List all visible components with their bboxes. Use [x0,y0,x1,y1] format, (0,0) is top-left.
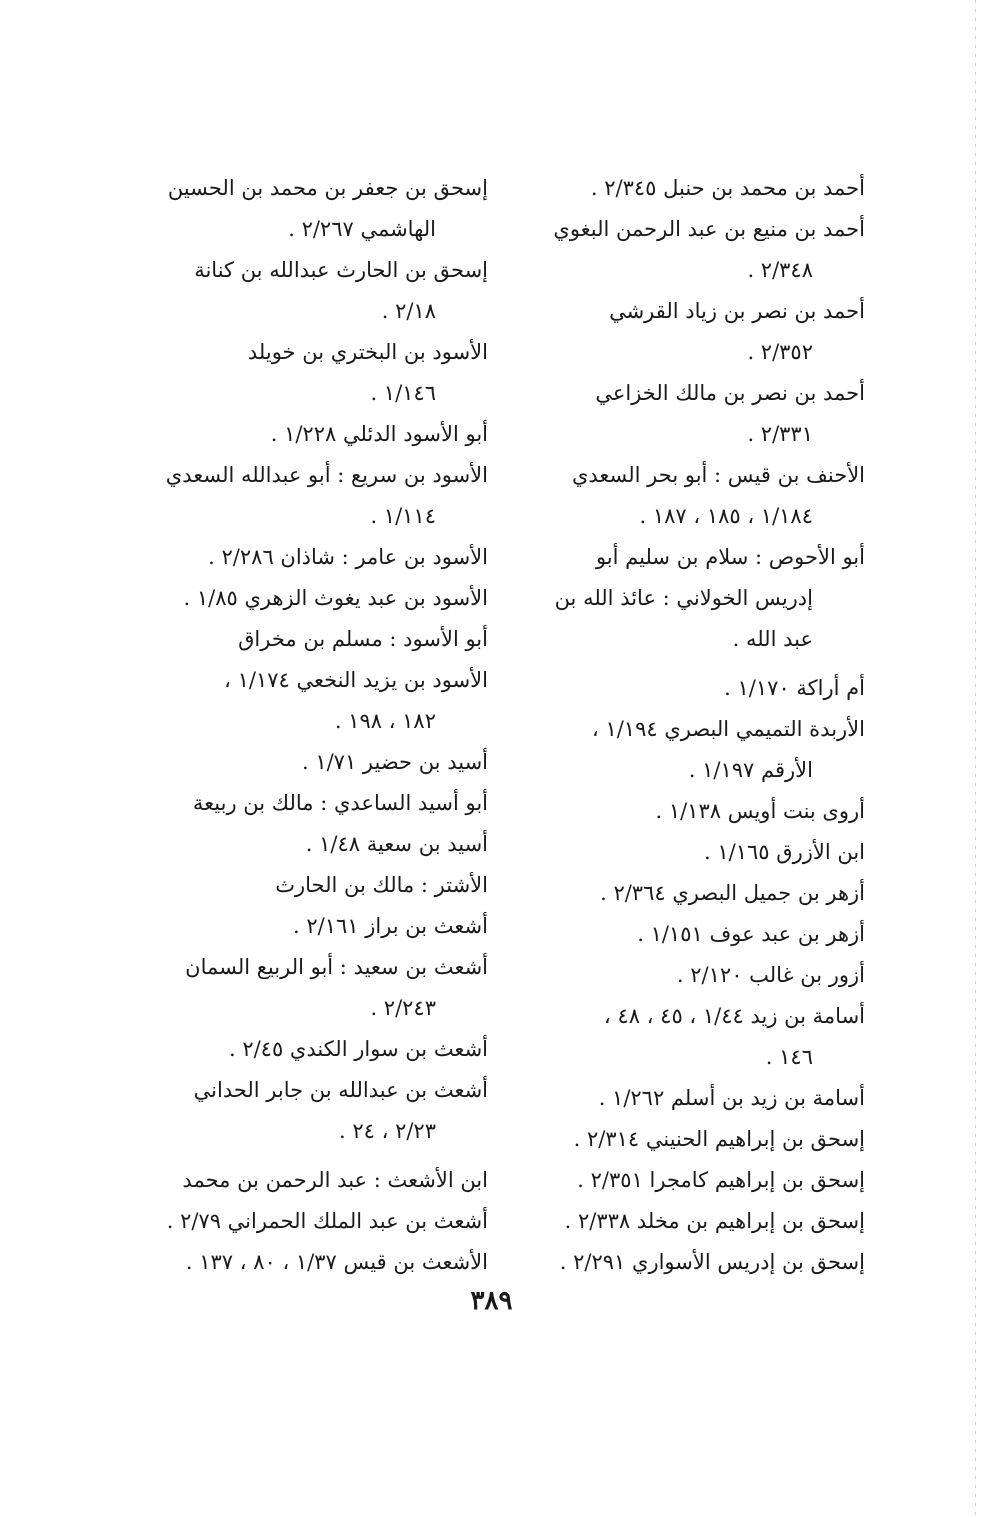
index-entry [148,660,488,742]
entry-heading-line: إسحق بن إدريس الأسواري ٢/٢٩١ . [559,1250,865,1274]
entry-continuation-line: ٢/١٨ . [381,299,436,323]
entry-heading-line: أسيد بن حضير ١/٧١ . [301,750,488,774]
index-entry [525,1242,865,1283]
index-entry [148,865,488,906]
entry-heading-line: أزهر بن عبد عوف ١/١٥١ . [637,922,865,946]
entry-heading-line: أزهر بن جميل البصري ٢/٣٦٤ . [600,881,865,905]
entry-continuation-line: ٢/٣٣١ . [747,422,813,446]
scan-margin-line [975,0,976,1517]
entry-continuation-line: ١/١١٤ . [370,504,436,528]
entry-heading-line: الأسود بن البختري بن خويلد [247,340,488,364]
index-entry [148,332,488,414]
entry-heading-line: أشعث بن عبدالله بن جابر الحداني [193,1078,488,1102]
entry-heading-line: أبو الأسود : مسلم بن مخراق [238,627,488,651]
entry-continuation-line: ٢/٣٥٢ . [747,340,813,364]
index-entry [148,1029,488,1070]
entry-heading-line: أشعث بن سعيد : أبو الربيع السمان [185,955,488,979]
entry-continuation-line: الهاشمي ٢/٢٦٧ . [288,217,436,241]
index-entry [525,832,865,873]
entry-heading-line: أحمد بن نصر بن مالك الخزاعي [595,381,865,405]
entry-heading-line: إسحق بن إبراهيم كامجرا ٢/٣٥١ . [577,1168,865,1192]
index-entry [148,619,488,660]
entry-heading-line: ابن الأشعث : عبد الرحمن بن محمد [182,1168,488,1192]
index-entry [148,947,488,1029]
entry-heading-line: الأسود بن عبد يغوث الزهري ١/٨٥ . [183,586,488,610]
index-entry [148,250,488,332]
entry-heading-line: الأسود بن يزيد النخعي ١/١٧٤ ، [224,668,488,692]
index-entry [148,1070,488,1152]
entry-heading-line: أبو الأحوص : سلام بن سليم أبو [595,545,865,569]
entry-continuation-line: إدريس الخولاني : عائذ الله بن [554,586,813,610]
entry-continuation-line: عبد الله . [732,627,813,651]
entry-heading-line: الأسود بن عامر : شاذان ٢/٢٨٦ . [208,545,488,569]
entry-continuation-line: ١٤٦ . [765,1045,813,1069]
entry-heading-line: أروى بنت أويس ١/١٣٨ . [655,799,865,823]
index-entry [525,291,865,373]
entry-heading-line: الأشعث بن قيس ١/٣٧ ، ٨٠ ، ١٣٧ . [185,1250,488,1274]
entry-heading-line: أسيد بن سعية ١/٤٨ . [305,832,488,856]
index-entry [525,914,865,955]
index-entry [148,742,488,783]
entry-heading-line: أسامة بن زيد ١/٤٤ ، ٤٥ ، ٤٨ ، [604,1004,865,1028]
index-column-left [148,168,488,1283]
index-entry [525,791,865,832]
entry-continuation-line: الأرقم ١/١٩٧ . [688,758,813,782]
index-entry [148,906,488,947]
entry-heading-line: إسحق بن إبراهيم بن مخلد ٢/٣٣٨ . [564,1209,865,1233]
index-entry [525,1160,865,1201]
index-entry [148,414,488,455]
index-entry [148,824,488,865]
entry-heading-line: أحمد بن نصر بن زياد القرشي [609,299,865,323]
index-entry [148,1201,488,1242]
entry-heading-line: إسحق بن إبراهيم الحنيني ٢/٣١٤ . [573,1127,865,1151]
entry-heading-line: أبو أسيد الساعدي : مالك بن ربيعة [192,791,488,815]
index-entry [148,168,488,250]
index-entry [148,537,488,578]
entry-heading-line: أحمد بن محمد بن حنبل ٢/٣٤٥ . [590,176,865,200]
entry-heading-line: الأربدة التميمي البصري ١/١٩٤ ، [591,717,865,741]
index-entry [525,373,865,455]
index-entry [525,1078,865,1119]
entry-heading-line: أشعث بن براز ٢/١٦١ . [292,914,488,938]
entry-heading-line: أشعث بن سوار الكندي ٢/٤٥ . [228,1037,488,1061]
index-entry [525,1201,865,1242]
entry-heading-line: الأحنف بن قيس : أبو بحر السعدي [571,463,865,487]
entry-continuation-line: ٢/٢٣ ، ٢٤ . [339,1119,436,1143]
entry-continuation-line: ١/١٤٦ . [370,381,436,405]
entry-continuation-line: ١/١٨٤ ، ١٨٥ ، ١٨٧ . [639,504,813,528]
index-entry [525,209,865,291]
index-entry [525,668,865,709]
entry-continuation-line: ٢/٢٤٣ . [370,996,436,1020]
entry-heading-line: أزور بن غالب ٢/١٢٠ . [676,963,865,987]
entry-heading-line: ابن الأزرق ١/١٦٥ . [704,840,865,864]
index-entry [525,537,865,660]
entry-heading-line: أم أراكة ١/١٧٠ . [724,676,865,700]
index-entry [525,1119,865,1160]
entry-continuation-line: ٢/٣٤٨ . [747,258,813,282]
index-entry [525,709,865,791]
index-column-right [525,168,865,1283]
entry-heading-line: أشعث بن عبد الملك الحمراني ٢/٧٩ . [166,1209,488,1233]
entry-continuation-line: ١٨٢ ، ١٩٨ . [334,709,436,733]
page-number: ٣٨٩ [470,1286,513,1316]
index-entry [525,455,865,537]
entry-heading-line: الأسود بن سريع : أبو عبدالله السعدي [165,463,488,487]
entry-heading-line: إسحق بن الحارث عبدالله بن كنانة [194,258,488,282]
entry-heading-line: أسامة بن زيد بن أسلم ١/٢٦٢ . [598,1086,865,1110]
entry-heading-line: إسحق بن جعفر بن محمد بن الحسين [167,176,488,200]
index-entry [148,783,488,824]
index-entry [148,455,488,537]
index-entry [148,1242,488,1283]
index-entry [148,1160,488,1201]
index-entry [525,168,865,209]
entry-heading-line: الأشتر : مالك بن الحارث [275,873,488,897]
index-entry [525,955,865,996]
index-entry [148,578,488,619]
entry-heading-line: أحمد بن منيع بن عبد الرحمن البغوي [553,217,865,241]
index-entry [525,873,865,914]
index-entry [525,996,865,1078]
entry-heading-line: أبو الأسود الدئلي ١/٢٢٨ . [270,422,488,446]
